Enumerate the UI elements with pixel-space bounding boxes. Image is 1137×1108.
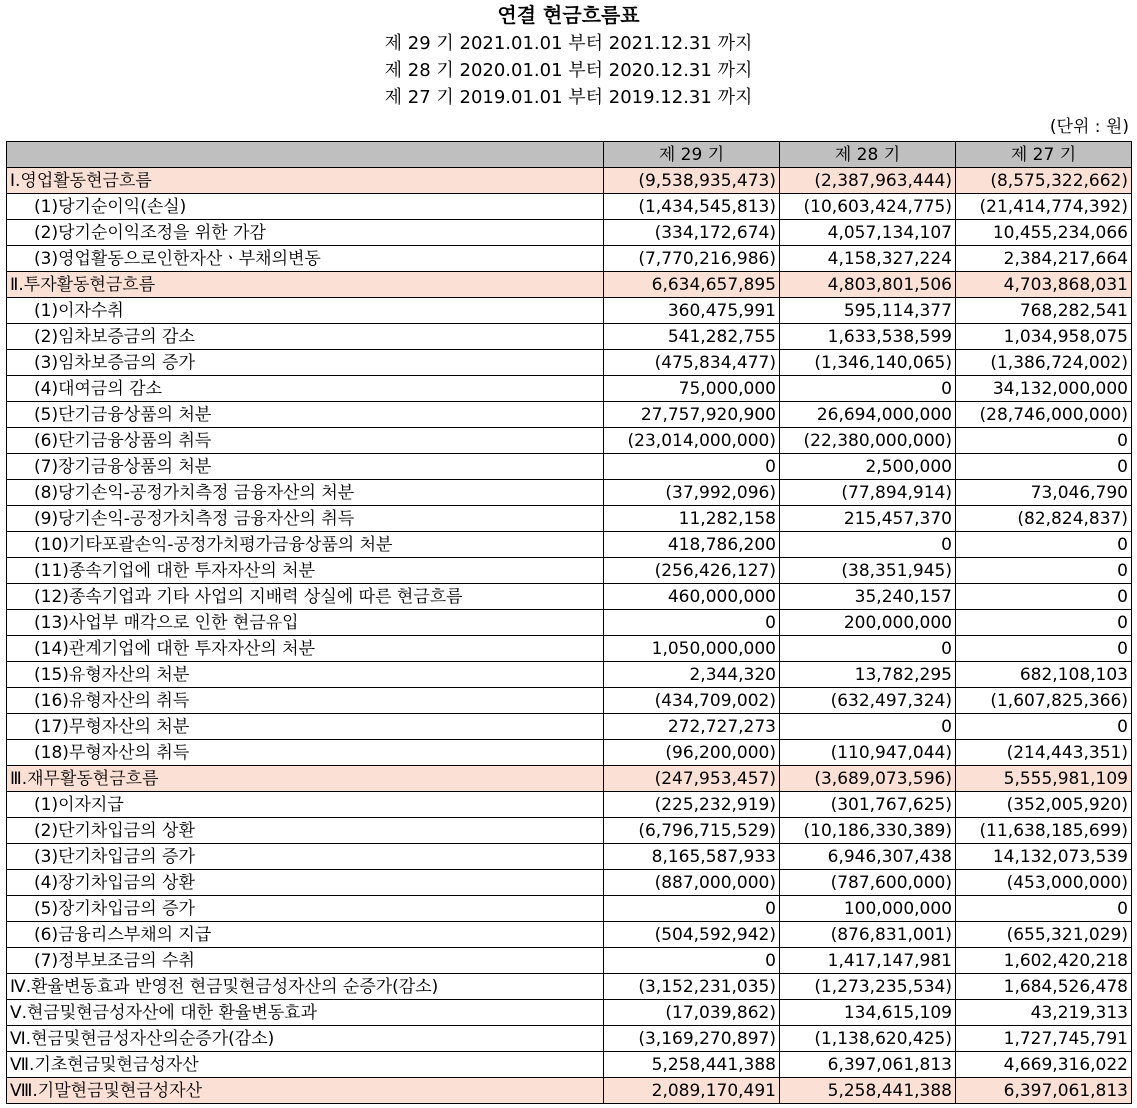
value-period-27: 0 [956, 714, 1132, 740]
row-label: (8)당기손익-공정가치측정 금융자산의 처분 [7, 480, 604, 506]
value-period-27: 0 [956, 558, 1132, 584]
value-period-29: 0 [604, 610, 780, 636]
row-label: Ⅴ.현금및현금성자산에 대한 환율변동효과 [7, 1000, 604, 1026]
value-period-29: (96,200,000) [604, 740, 780, 766]
table-row [7, 662, 1132, 688]
row-label: Ⅱ.투자활동현금흐름 [7, 272, 604, 298]
value-period-27: (11,638,185,699) [956, 818, 1132, 844]
row-label: Ⅰ.영업활동현금흐름 [7, 168, 604, 194]
row-label: (4)대여금의 감소 [7, 376, 604, 402]
table-row [7, 272, 1132, 298]
table-row [7, 558, 1132, 584]
value-period-29: 8,165,587,933 [604, 844, 780, 870]
table-row [7, 168, 1132, 194]
table-row [7, 974, 1132, 1000]
table-row [7, 610, 1132, 636]
period-line-27: 제 27 기 2019.01.01 부터 2019.12.31 까지 [384, 87, 753, 108]
value-period-29: (6,796,715,529) [604, 818, 780, 844]
statement-title: 연결 현금흐름표 [497, 3, 640, 27]
row-label: (15)유형자산의 처분 [7, 662, 604, 688]
value-period-28: 6,397,061,813 [780, 1052, 956, 1078]
value-period-29: 418,786,200 [604, 532, 780, 558]
value-period-29: (9,538,935,473) [604, 168, 780, 194]
value-period-28: 134,615,109 [780, 1000, 956, 1026]
table-row [7, 1026, 1132, 1052]
value-period-29: (37,992,096) [604, 480, 780, 506]
table-row [7, 220, 1132, 246]
value-period-29: (256,426,127) [604, 558, 780, 584]
value-period-29: 1,050,000,000 [604, 636, 780, 662]
row-label: (14)관계기업에 대한 투자자산의 처분 [7, 636, 604, 662]
value-period-27: (28,746,000,000) [956, 402, 1132, 428]
table-row [7, 844, 1132, 870]
value-period-28: 200,000,000 [780, 610, 956, 636]
value-period-28: (1,138,620,425) [780, 1026, 956, 1052]
value-period-27: (655,321,029) [956, 922, 1132, 948]
table-row [7, 688, 1132, 714]
value-period-28: 4,158,327,224 [780, 246, 956, 272]
table-row [7, 740, 1132, 766]
table-row [7, 792, 1132, 818]
value-period-27: 0 [956, 584, 1132, 610]
value-period-27: 1,034,958,075 [956, 324, 1132, 350]
value-period-28: 0 [780, 532, 956, 558]
value-period-29: (3,152,231,035) [604, 974, 780, 1000]
value-period-27: 10,455,234,066 [956, 220, 1132, 246]
value-period-28: (38,351,945) [780, 558, 956, 584]
table-row [7, 454, 1132, 480]
table-row [7, 948, 1132, 974]
value-period-28: (110,947,044) [780, 740, 956, 766]
value-period-29: 360,475,991 [604, 298, 780, 324]
value-period-28: (10,186,330,389) [780, 818, 956, 844]
value-period-28: (10,603,424,775) [780, 194, 956, 220]
row-label: (10)기타포괄손익-공정가치평가금융상품의 처분 [7, 532, 604, 558]
row-label: (1)이자지급 [7, 792, 604, 818]
value-period-29: (475,834,477) [604, 350, 780, 376]
value-period-29: 0 [604, 948, 780, 974]
value-period-27: 73,046,790 [956, 480, 1132, 506]
row-label: (2)당기순이익조정을 위한 가감 [7, 220, 604, 246]
table-row [7, 636, 1132, 662]
value-period-28: 0 [780, 714, 956, 740]
table-row [7, 714, 1132, 740]
value-period-27: 1,602,420,218 [956, 948, 1132, 974]
row-label: (9)당기손익-공정가치측정 금융자산의 취득 [7, 506, 604, 532]
row-label: (16)유형자산의 취득 [7, 688, 604, 714]
cash-flow-table [6, 141, 1132, 1104]
row-label: Ⅶ.기초현금및현금성자산 [7, 1052, 604, 1078]
table-header-row [7, 142, 1132, 168]
value-period-29: 5,258,441,388 [604, 1052, 780, 1078]
row-label: (13)사업부 매각으로 인한 현금유입 [7, 610, 604, 636]
table-row [7, 298, 1132, 324]
value-period-29: 75,000,000 [604, 376, 780, 402]
value-period-27: (1,607,825,366) [956, 688, 1132, 714]
row-label: Ⅵ.현금및현금성자산의순증가(감소) [7, 1026, 604, 1052]
value-period-29: 460,000,000 [604, 584, 780, 610]
row-label: (1)당기순이익(손실) [7, 194, 604, 220]
value-period-29: (504,592,942) [604, 922, 780, 948]
table-row [7, 402, 1132, 428]
table-row [7, 194, 1132, 220]
value-period-29: 0 [604, 454, 780, 480]
header-period-29: 제 29 기 [604, 142, 780, 168]
unit-label: (단위 : 원) [1049, 117, 1129, 137]
table-row [7, 870, 1132, 896]
table-row [7, 428, 1132, 454]
value-period-27: 0 [956, 636, 1132, 662]
value-period-28: 100,000,000 [780, 896, 956, 922]
value-period-29: (23,014,000,000) [604, 428, 780, 454]
value-period-29: (225,232,919) [604, 792, 780, 818]
value-period-28: (876,831,001) [780, 922, 956, 948]
value-period-27: (453,000,000) [956, 870, 1132, 896]
row-label: (7)정부보조금의 수취 [7, 948, 604, 974]
value-period-29: 6,634,657,895 [604, 272, 780, 298]
value-period-29: (334,172,674) [604, 220, 780, 246]
value-period-28: (2,387,963,444) [780, 168, 956, 194]
value-period-28: (1,273,235,534) [780, 974, 956, 1000]
value-period-29: (434,709,002) [604, 688, 780, 714]
value-period-27: 1,727,745,791 [956, 1026, 1132, 1052]
value-period-28: 13,782,295 [780, 662, 956, 688]
row-label: Ⅳ.환율변동효과 반영전 현금및현금성자산의 순증가(감소) [7, 974, 604, 1000]
table-row [7, 766, 1132, 792]
value-period-27: 2,384,217,664 [956, 246, 1132, 272]
value-period-28: (3,689,073,596) [780, 766, 956, 792]
table-row [7, 1000, 1132, 1026]
value-period-28: 5,258,441,388 [780, 1078, 956, 1104]
value-period-29: (887,000,000) [604, 870, 780, 896]
row-label: (12)종속기업과 기타 사업의 지배력 상실에 따른 현금흐름 [7, 584, 604, 610]
value-period-28: 26,694,000,000 [780, 402, 956, 428]
period-line-28: 제 28 기 2020.01.01 부터 2020.12.31 까지 [384, 60, 753, 81]
value-period-28: 1,417,147,981 [780, 948, 956, 974]
table-row [7, 532, 1132, 558]
period-line-29: 제 29 기 2021.01.01 부터 2021.12.31 까지 [384, 33, 753, 54]
value-period-27: 768,282,541 [956, 298, 1132, 324]
value-period-29: (7,770,216,986) [604, 246, 780, 272]
value-period-27: 43,219,313 [956, 1000, 1132, 1026]
value-period-29: (247,953,457) [604, 766, 780, 792]
table-row [7, 1078, 1132, 1104]
table-body [7, 168, 1132, 1104]
row-label: (5)장기차입금의 증가 [7, 896, 604, 922]
row-label: (6)금융리스부채의 지급 [7, 922, 604, 948]
table-row [7, 896, 1132, 922]
value-period-28: 6,946,307,438 [780, 844, 956, 870]
value-period-27: 14,132,073,539 [956, 844, 1132, 870]
table-row [7, 818, 1132, 844]
value-period-27: 0 [956, 428, 1132, 454]
value-period-28: (787,600,000) [780, 870, 956, 896]
value-period-27: 4,669,316,022 [956, 1052, 1132, 1078]
row-label: (6)단기금융상품의 취득 [7, 428, 604, 454]
value-period-27: 0 [956, 610, 1132, 636]
value-period-29: 2,344,320 [604, 662, 780, 688]
value-period-27: 682,108,103 [956, 662, 1132, 688]
value-period-28: 595,114,377 [780, 298, 956, 324]
value-period-29: (3,169,270,897) [604, 1026, 780, 1052]
table-row [7, 480, 1132, 506]
value-period-27: 6,397,061,813 [956, 1078, 1132, 1104]
value-period-28: (22,380,000,000) [780, 428, 956, 454]
value-period-27: (21,414,774,392) [956, 194, 1132, 220]
table-row [7, 922, 1132, 948]
value-period-29: 27,757,920,900 [604, 402, 780, 428]
row-label: Ⅲ.재무활동현금흐름 [7, 766, 604, 792]
row-label: (17)무형자산의 처분 [7, 714, 604, 740]
row-label: (11)종속기업에 대한 투자자산의 처분 [7, 558, 604, 584]
row-label: (4)장기차입금의 상환 [7, 870, 604, 896]
value-period-27: 5,555,981,109 [956, 766, 1132, 792]
value-period-27: (82,824,837) [956, 506, 1132, 532]
value-period-29: 0 [604, 896, 780, 922]
value-period-27: 0 [956, 532, 1132, 558]
header-period-27: 제 27 기 [956, 142, 1132, 168]
value-period-28: (632,497,324) [780, 688, 956, 714]
value-period-28: 4,057,134,107 [780, 220, 956, 246]
value-period-27: 34,132,000,000 [956, 376, 1132, 402]
value-period-27: 1,684,526,478 [956, 974, 1132, 1000]
value-period-27: 4,703,868,031 [956, 272, 1132, 298]
row-label: (2)임차보증금의 감소 [7, 324, 604, 350]
row-label: (7)장기금융상품의 처분 [7, 454, 604, 480]
value-period-28: (301,767,625) [780, 792, 956, 818]
value-period-27: (214,443,351) [956, 740, 1132, 766]
table-row [7, 584, 1132, 610]
value-period-28: 4,803,801,506 [780, 272, 956, 298]
row-label: (5)단기금융상품의 처분 [7, 402, 604, 428]
value-period-28: 1,633,538,599 [780, 324, 956, 350]
value-period-28: 215,457,370 [780, 506, 956, 532]
value-period-27: (8,575,322,662) [956, 168, 1132, 194]
value-period-27: 0 [956, 454, 1132, 480]
value-period-29: 2,089,170,491 [604, 1078, 780, 1104]
table-row [7, 1052, 1132, 1078]
table-row [7, 350, 1132, 376]
value-period-28: 2,500,000 [780, 454, 956, 480]
row-label: (3)임차보증금의 증가 [7, 350, 604, 376]
row-label: (3)영업활동으로인한자산ㆍ부채의변동 [7, 246, 604, 272]
value-period-28: 35,240,157 [780, 584, 956, 610]
row-label: (2)단기차입금의 상환 [7, 818, 604, 844]
value-period-27: (352,005,920) [956, 792, 1132, 818]
value-period-27: (1,386,724,002) [956, 350, 1132, 376]
value-period-28: 0 [780, 636, 956, 662]
row-label: (18)무형자산의 취득 [7, 740, 604, 766]
table-row [7, 246, 1132, 272]
header-label [7, 142, 604, 168]
value-period-29: 272,727,273 [604, 714, 780, 740]
value-period-28: (1,346,140,065) [780, 350, 956, 376]
table-row [7, 506, 1132, 532]
value-period-28: (77,894,914) [780, 480, 956, 506]
value-period-29: (17,039,862) [604, 1000, 780, 1026]
value-period-29: 11,282,158 [604, 506, 780, 532]
value-period-29: (1,434,545,813) [604, 194, 780, 220]
row-label: (1)이자수취 [7, 298, 604, 324]
row-label: Ⅷ.기말현금및현금성자산 [7, 1078, 604, 1104]
value-period-28: 0 [780, 376, 956, 402]
value-period-29: 541,282,755 [604, 324, 780, 350]
row-label: (3)단기차입금의 증가 [7, 844, 604, 870]
table-row [7, 324, 1132, 350]
value-period-27: 0 [956, 896, 1132, 922]
table-row [7, 376, 1132, 402]
header-period-28: 제 28 기 [780, 142, 956, 168]
